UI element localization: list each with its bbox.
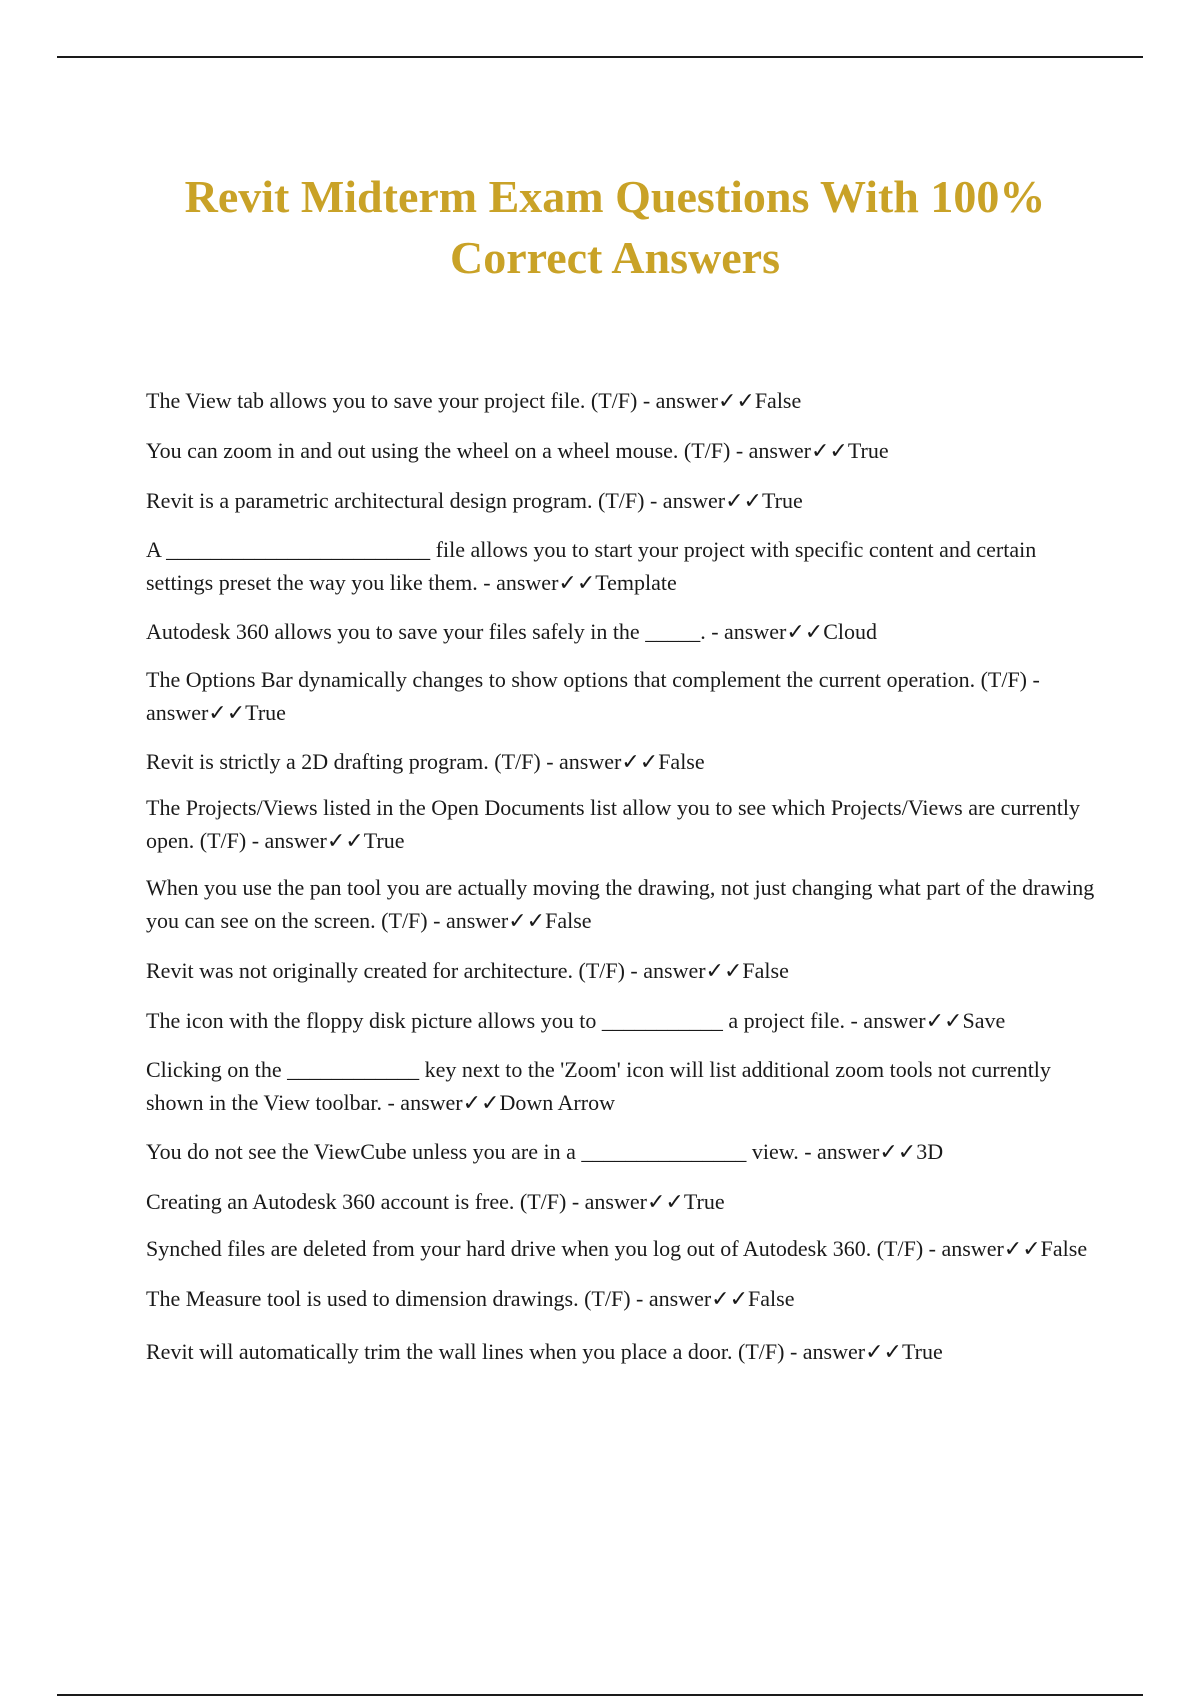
question-item: You do not see the ViewCube unless you are in a _______________ view. - answer✓✓3D (146, 1139, 944, 1164)
question-item: The Measure tool is used to dimension drawings. (T/F) - answer✓✓False (146, 1286, 795, 1311)
question-item: The Projects/Views listed in the Open Documents list allow you to see which Projects/Views are currently open. (T/F) - answer✓✓True (146, 795, 1080, 853)
bottom-rule (57, 1694, 1143, 1696)
question-item: Revit will automatically trim the wall lines when you place a door. (T/F) - answer✓✓True (146, 1339, 943, 1364)
question-item: The Options Bar dynamically changes to show options that complement the current operation. (T/F) - answer✓✓True (146, 667, 1040, 725)
question-item: The View tab allows you to save your project file. (T/F) - answer✓✓False (146, 388, 802, 413)
question-item: When you use the pan tool you are actually moving the drawing, not just changing what part of the drawing you can see on the screen. (T/F) - answer✓✓False (146, 875, 1095, 933)
question-item: Creating an Autodesk 360 account is free. (T/F) - answer✓✓True (146, 1189, 725, 1214)
question-item: The icon with the floppy disk picture allows you to ___________ a project file. - answer✓✓Save (146, 1008, 1006, 1033)
question-item: Synched files are deleted from your hard drive when you log out of Autodesk 360. (T/F) - answer✓✓False (146, 1236, 1088, 1261)
document-title: Revit Midterm Exam Questions With 100% Correct Answers (184, 171, 1046, 283)
question-list (146, 384, 1096, 1368)
question-item: A ________________________ file allows you to start your project with specific content and certain settings preset the way you like them. - answer✓✓Template (146, 537, 1037, 595)
question-item: Autodesk 360 allows you to save your files safely in the _____. - answer✓✓Cloud (146, 619, 877, 644)
question-item: Revit is strictly a 2D drafting program. (T/F) - answer✓✓False (146, 749, 705, 774)
question-item: Revit was not originally created for architecture. (T/F) - answer✓✓False (146, 958, 789, 983)
question-item: Revit is a parametric architectural design program. (T/F) - answer✓✓True (146, 488, 803, 513)
top-rule (57, 56, 1143, 58)
question-item: Clicking on the ____________ key next to the 'Zoom' icon will list additional zoom tools not currently shown in the View toolbar. - answer✓✓Down Arrow (146, 1057, 1051, 1115)
question-item: You can zoom in and out using the wheel on a wheel mouse. (T/F) - answer✓✓True (146, 438, 889, 463)
